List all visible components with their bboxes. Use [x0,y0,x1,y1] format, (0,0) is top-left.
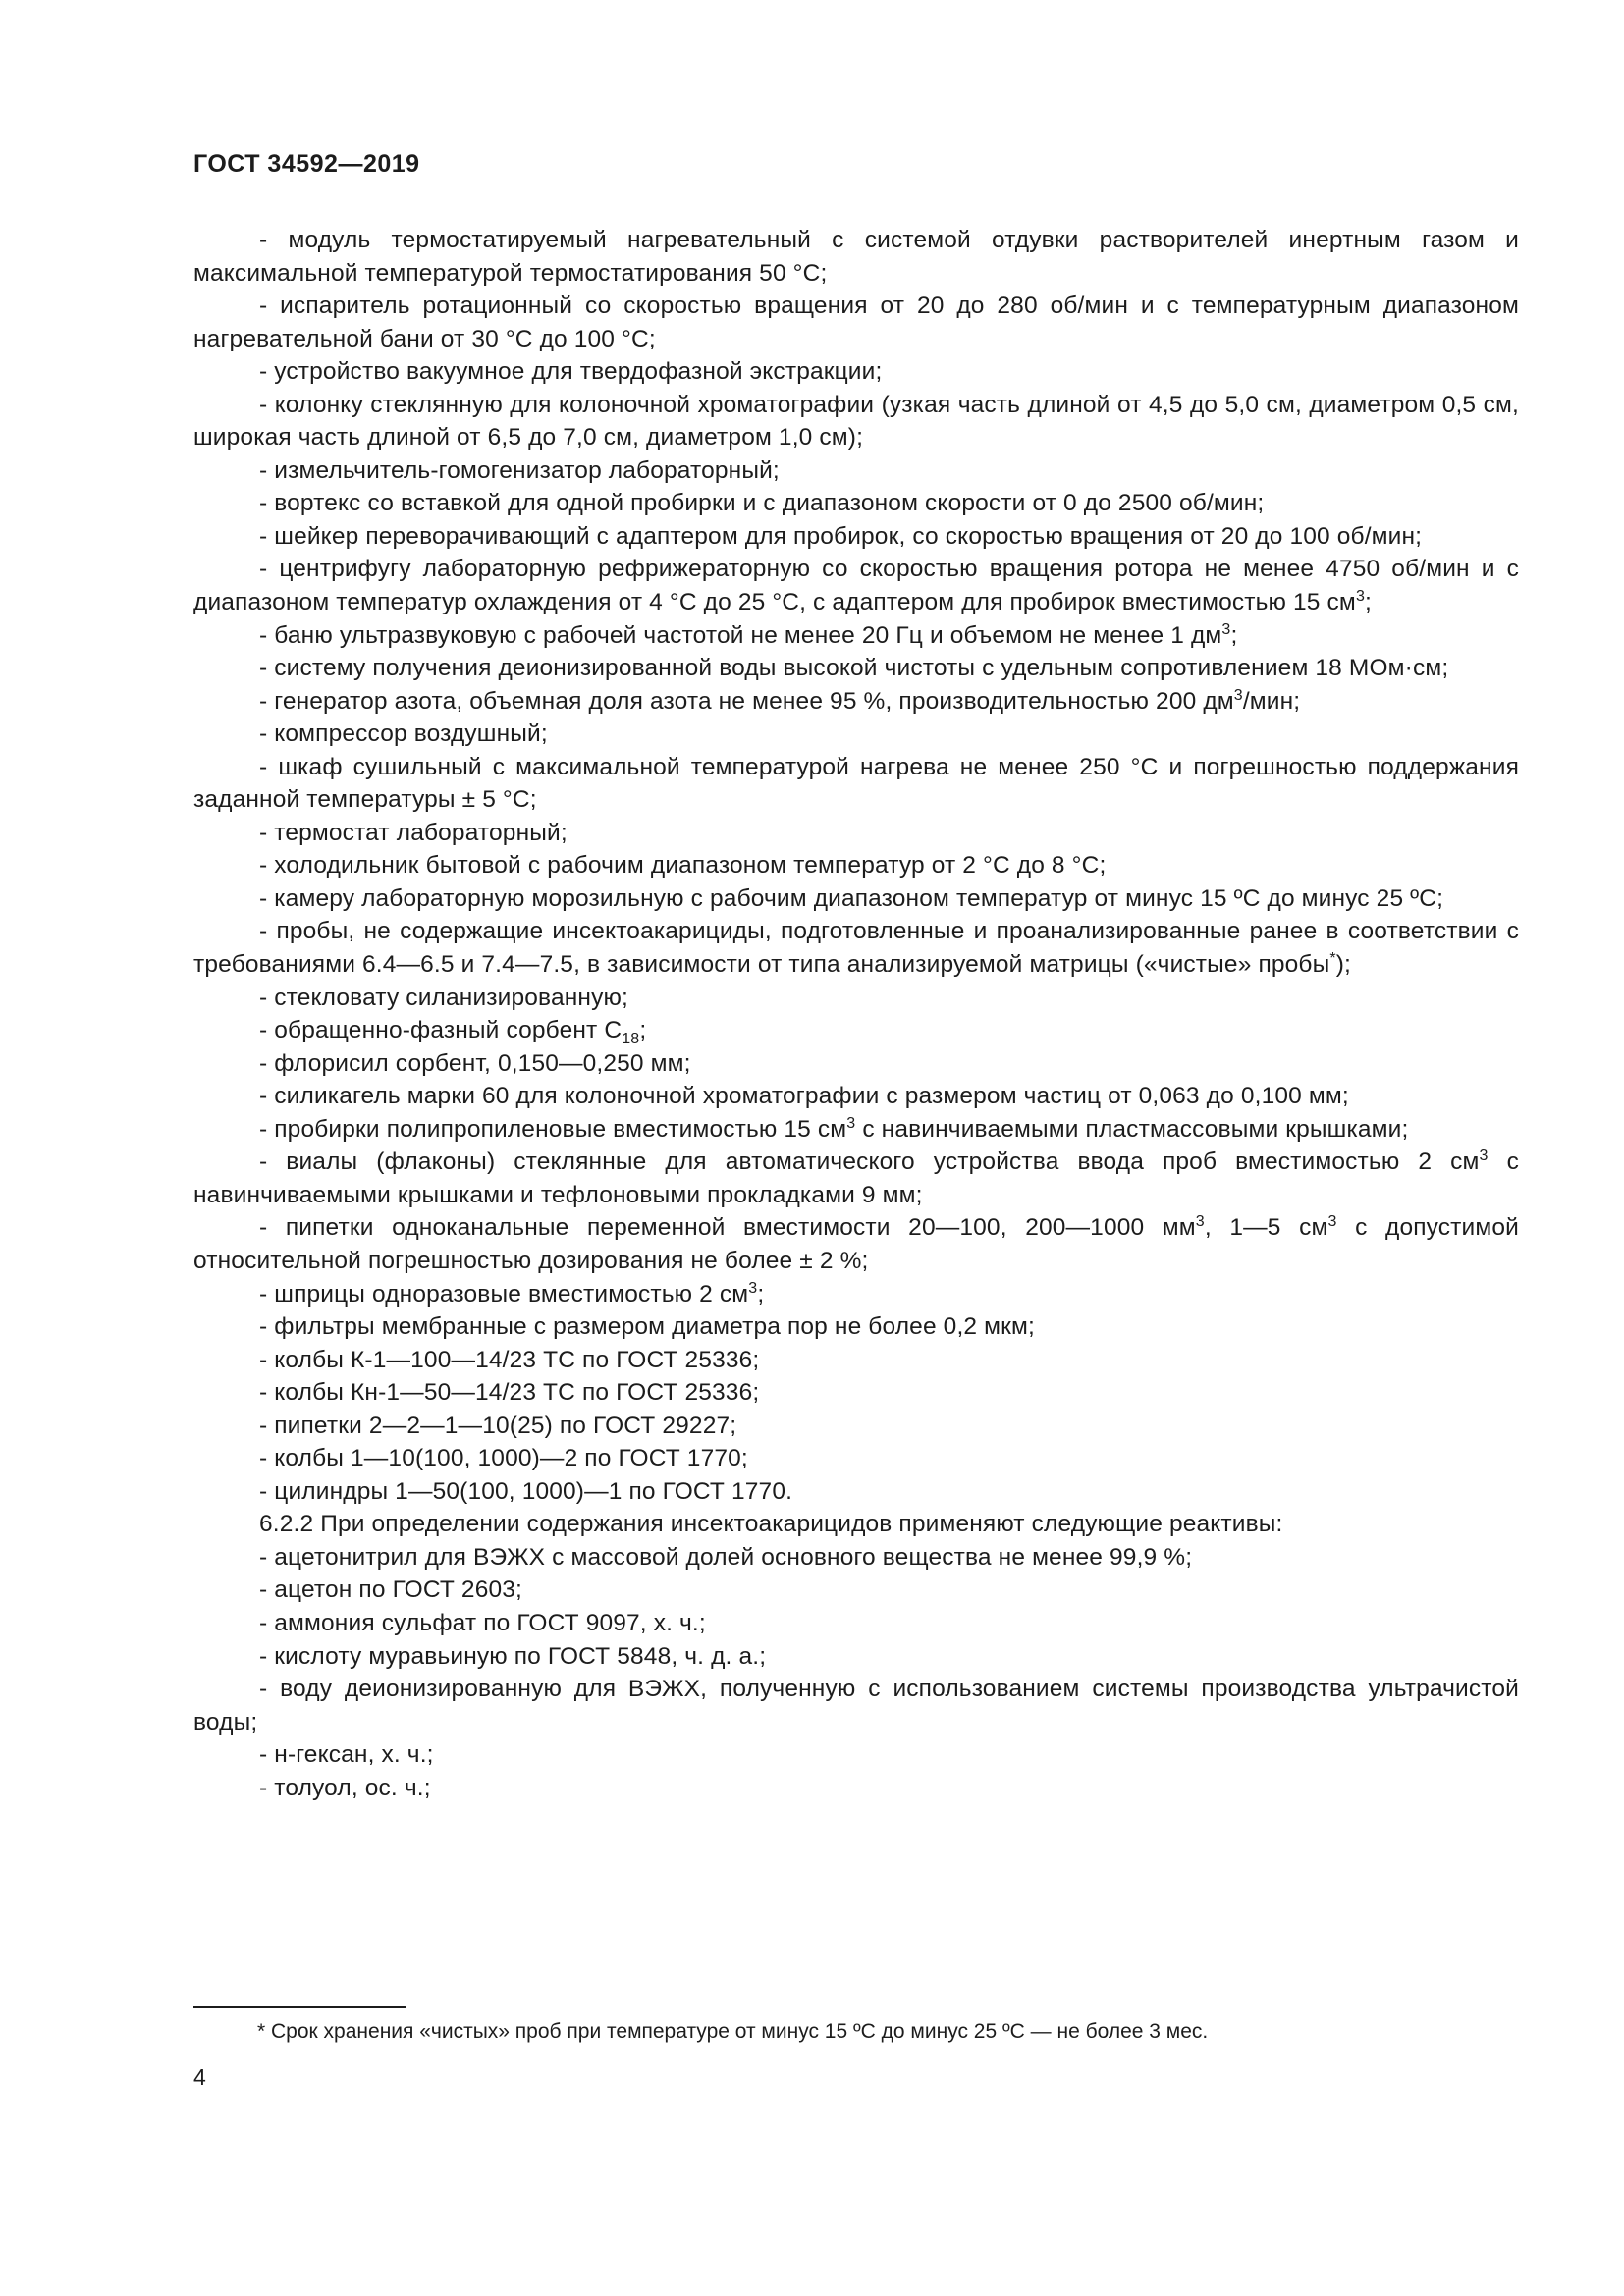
paragraph-text-continued: с допустимой относительной погрешностью дозирования не более ± 2 %; [193,1214,1519,1274]
footnote-divider [193,2006,406,2008]
superscript: 3 [1221,620,1231,638]
body-paragraph [193,389,1519,454]
paragraph-text: - центрифугу лабораторную рефрижераторную со скоростью вращения ротора не менее 4750 об/мин и с диапазоном температур охлаждения от 4 °С до 25 °С, с адаптером для пробирок вместимостью 15 см [193,556,1519,616]
body-paragraph [193,915,1519,981]
body-paragraph [193,652,1519,685]
paragraph-text: - пробирки полипропиленовые вместимостью 15 см [259,1115,847,1143]
superscript: 3 [1233,686,1243,704]
body-paragraph [193,982,1519,1015]
paragraph-text: - цилиндры 1—50(100, 1000)—1 по ГОСТ 1770. [259,1477,793,1505]
document-header: ГОСТ 34592—2019 [193,150,420,178]
body-paragraph [193,1080,1519,1113]
paragraph-text-continued: с навинчиваемыми пластмассовыми крышками; [855,1115,1409,1143]
paragraph-text: - пробы, не содержащие инсектоакарициды, подготовленные и проанализированные ранее в соответствии с требованиями 6.4—6.5 и 7.4—7.5, в зависимости от типа анализируемой матрицы («чистые» пробы [193,918,1519,979]
body-paragraph [193,355,1519,389]
paragraph-text: - стекловату силанизированную; [259,984,628,1011]
body-paragraph [193,1442,1519,1475]
body-paragraph [193,1772,1519,1805]
body-paragraph [193,1376,1519,1410]
body-paragraph [193,1014,1519,1047]
body-paragraph [193,619,1519,653]
body-paragraph [193,1047,1519,1081]
body-paragraph [193,1410,1519,1443]
paragraph-text: - баню ультразвуковую с рабочей частотой не менее 20 Гц и объемом не менее 1 дм [259,621,1222,649]
body-paragraph [193,553,1519,618]
body-paragraph [193,685,1519,719]
body-paragraph [193,1113,1519,1147]
body-paragraph [193,1508,1519,1541]
body-paragraph [193,1574,1519,1607]
paragraph-text-continued: /мин; [1242,687,1301,715]
paragraph-text: - устройство вакуумное для твердофазной экстракции; [259,358,883,386]
body-paragraph [193,1475,1519,1509]
superscript: * [1329,950,1336,968]
body-paragraph [193,454,1519,488]
paragraph-text: - холодильник бытовой с рабочим диапазоном температур от 2 °С до 8 °С; [259,852,1107,880]
paragraph-text: - кислоту муравьиную по ГОСТ 5848, ч. д. а.; [259,1642,767,1670]
paragraph-text-continued: ; [1230,621,1238,649]
paragraph-text: - колонку стеклянную для колоночной хроматографии (узкая часть длиной от 4,5 до 5,0 см, диаметром 0,5 см, широкая часть длиной от 6,5 до 7,0 см, диаметром 1,0 см); [193,391,1519,452]
paragraph-text-continued: ); [1335,951,1352,979]
paragraph-text: - вортекс со вставкой для одной пробирки и с диапазоном скорости от 0 до 2500 об/мин; [259,490,1265,517]
paragraph-text: - ацетон по ГОСТ 2603; [259,1576,522,1604]
body-paragraph [193,1278,1519,1311]
document-body [193,224,1519,1804]
paragraph-text: - измельчитель-гомогенизатор лабораторный; [259,456,780,484]
paragraph-text: - шкаф сушильный с максимальной температурой нагрева не менее 250 °С и погрешностью поддержания заданной температуры ± 5 °С; [193,753,1519,814]
paragraph-text-continued: ; [757,1280,765,1308]
paragraph-text-continued: , 1—5 см [1204,1214,1328,1242]
body-paragraph [193,1738,1519,1772]
paragraph-text: - воду деионизированную для ВЭЖХ, полученную с использованием системы производства ультрачистой воды; [193,1676,1519,1735]
paragraph-text: - пипетки одноканальные переменной вместимости 20—100, 200—1000 мм [259,1214,1196,1242]
body-paragraph [193,849,1519,882]
footnote: * Срок хранения «чистых» проб при температуре от минус 15 ºС до минус 25 ºС — не более 3 мес. [257,2020,1209,2043]
paragraph-text: - модуль термостатируемый нагревательный с системой отдувки растворителей инертным газом и максимальной температурой термостатирования 50 °С; [193,227,1519,287]
paragraph-text: - систему получения деионизированной воды высокой чистоты с удельным сопротивлением 18 МОм·см; [259,655,1449,682]
paragraph-text: - ацетонитрил для ВЭЖХ с массовой долей основного вещества не менее 99,9 %; [259,1543,1193,1571]
paragraph-text: - толуол, ос. ч.; [259,1774,431,1801]
body-paragraph [193,224,1519,290]
body-paragraph [193,520,1519,554]
paragraph-text: - виалы (флаконы) стеклянные для автоматического устройства ввода проб вместимостью 2 см [259,1148,1480,1176]
body-paragraph [193,1541,1519,1575]
paragraph-text: - фильтры мембранные с размером диаметра пор не более 0,2 мкм; [259,1313,1035,1341]
paragraph-text-continued: с навинчиваемыми крышками и тефлоновыми прокладками 9 мм; [193,1148,1519,1208]
paragraph-text: - шприцы одноразовые вместимостью 2 см [259,1280,749,1308]
paragraph-text: - компрессор воздушный; [259,721,548,748]
paragraph-text: - испаритель ротационный со скоростью вращения от 20 до 280 об/мин и с температурным диапазоном нагревательной бани от 30 °С до 100 °С; [193,293,1519,352]
paragraph-text: - колбы К-1—100—14/23 ТС по ГОСТ 25336; [259,1346,760,1373]
paragraph-text: - флорисил сорбент, 0,150—0,250 мм; [259,1049,691,1077]
paragraph-text: - генератор азота, объемная доля азота не менее 95 %, производительностью 200 дм [259,687,1234,715]
body-paragraph [193,817,1519,850]
paragraph-text: - колбы Кн-1—50—14/23 ТС по ГОСТ 25336; [259,1379,760,1407]
body-paragraph [193,1211,1519,1277]
body-paragraph [193,1146,1519,1211]
paragraph-text-continued: ; [1365,589,1372,616]
paragraph-text: - обращенно-фазный сорбент С [259,1017,623,1044]
subscript: 18 [622,1031,640,1048]
body-paragraph [193,487,1519,520]
paragraph-text: 6.2.2 При определении содержания инсектоакарицидов применяют следующие реактивы: [259,1511,1283,1538]
body-paragraph [193,290,1519,355]
body-paragraph [193,882,1519,916]
body-paragraph [193,718,1519,751]
paragraph-text: - камеру лабораторную морозильную с рабочим диапазоном температур от минус 15 ºС до минус 25 ºС; [259,884,1444,912]
paragraph-text: - шейкер переворачивающий с адаптером для пробирок, со скоростью вращения от 20 до 100 об/мин; [259,522,1423,550]
superscript: 3 [1479,1148,1489,1165]
paragraph-text: - термостат лабораторный; [259,819,568,846]
superscript: 3 [1327,1213,1337,1231]
superscript: 3 [1195,1213,1205,1231]
body-paragraph [193,1310,1519,1344]
body-paragraph [193,751,1519,817]
superscript: 3 [846,1114,856,1132]
body-paragraph [193,1607,1519,1640]
paragraph-text: - аммония сульфат по ГОСТ 9097, х. ч.; [259,1609,706,1636]
paragraph-text: - пипетки 2—2—1—10(25) по ГОСТ 29227; [259,1412,737,1439]
superscript: 3 [1355,588,1365,606]
paragraph-text: - силикагель марки 60 для колоночной хроматографии с размером частиц от 0,063 до 0,100 мм; [259,1083,1349,1110]
body-paragraph [193,1344,1519,1377]
body-paragraph [193,1640,1519,1674]
paragraph-text: - колбы 1—10(100, 1000)—2 по ГОСТ 1770; [259,1445,748,1472]
body-paragraph [193,1673,1519,1738]
paragraph-text: - н-гексан, х. ч.; [259,1741,434,1769]
page-number: 4 [193,2064,206,2090]
paragraph-text-continued: ; [639,1017,647,1044]
superscript: 3 [748,1279,758,1297]
